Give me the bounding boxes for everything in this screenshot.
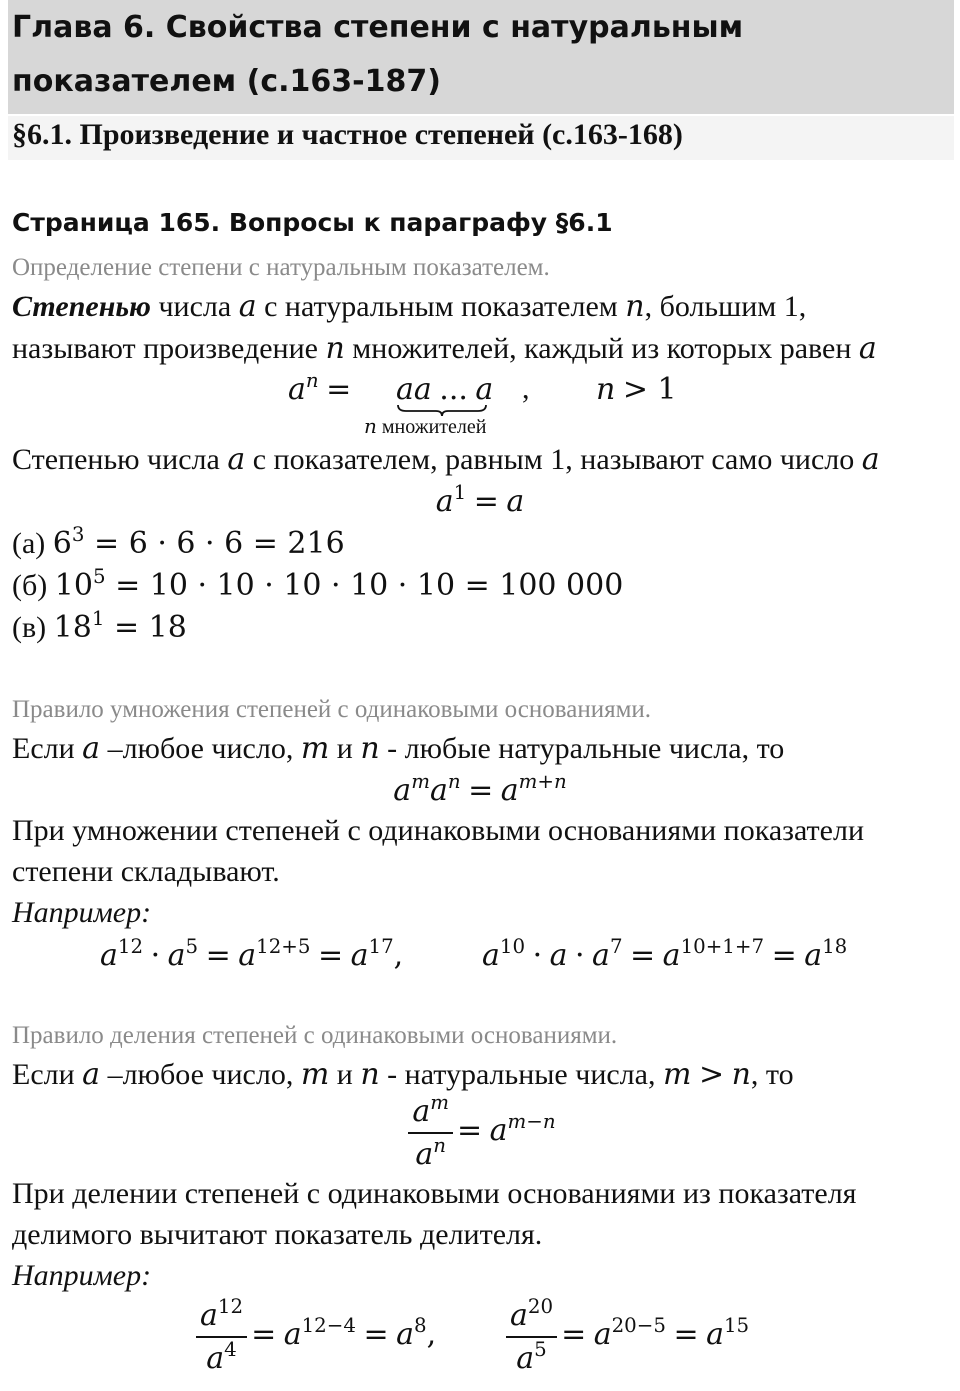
- definition-line2: называют произведение n множителей, каждый из которых равен a: [12, 331, 877, 366]
- power-one-formula: $a^1 = a$: [435, 481, 525, 519]
- multiplication-rule-line1: При умножении степеней с одинаковыми основаниями показатели: [12, 814, 864, 847]
- definition-line1: Степенью числа a с натуральным показателем n, большим 1,: [12, 289, 807, 324]
- multiplication-rule-line2: степени складывают.: [12, 855, 280, 888]
- q2-example-label: Например:: [12, 896, 152, 929]
- q3-example-label: Например:: [12, 1259, 152, 1292]
- definition-term: Степенью: [12, 290, 151, 323]
- example-a: (а) $6^3 = 6 \cdot 6 \cdot 6 = 216$: [12, 523, 345, 561]
- multiplication-example-2: $a^{10} \cdot a \cdot a^7 = a^{10+1+7} = a^{18}$: [482, 935, 848, 973]
- division-rule-line1: При делении степеней с одинаковыми основаниями из показателя: [12, 1177, 857, 1210]
- multiplication-example-1: $a^{12} \cdot a^5 = a^{12+5} = a^{17}$,: [100, 935, 404, 973]
- division-rule-formula: $\frac{a^m}{a^n}$ = $a^{m-n}$: [0, 1094, 960, 1172]
- underbrace-product: aa ... a: [396, 372, 493, 417]
- formula-comma: ,: [522, 372, 530, 405]
- example-c: (в) $18^1 = 18$: [12, 607, 187, 645]
- section-title: §6.1. Произведение и частное степеней (с.163-168): [12, 118, 683, 151]
- q2-heading: Правило умножения степеней с одинаковыми основаниями.: [12, 696, 652, 723]
- division-rule-line2: делимого вычитают показатель делителя.: [12, 1218, 543, 1251]
- chapter-title-line2: показателем (с.163-187): [12, 64, 441, 99]
- power-one-definition: Степенью числа a с показателем, равным 1, называют само число a: [12, 442, 880, 477]
- division-example-2: $\frac{a^{20}}{a^5}$ = $a^{20-5} = a^{15}$: [502, 1298, 749, 1376]
- example-b: (б) $10^5 = 10 \cdot 10 \cdot 10 \cdot 10 \cdot 10 = 100$ 000: [12, 565, 624, 603]
- multiplication-rule-formula: $a^ma^n = a^{m+n}$: [393, 770, 567, 808]
- division-example-1: $\frac{a^{12}}{a^4}$ = $a^{12-4} = a^8$,: [192, 1298, 436, 1376]
- chapter-title-line1: Глава 6. Свойства степени с натуральным: [12, 10, 744, 45]
- q1-heading: Определение степени с натуральным показателем.: [12, 254, 550, 281]
- q2-condition: Если a –любое число, m и n - любые натуральные числа, то: [12, 731, 785, 766]
- power-definition-formula: $a^n$ =: [288, 369, 352, 407]
- q3-heading: Правило деления степеней с одинаковыми основаниями.: [12, 1022, 618, 1049]
- condition-n-greater-1: n > 1: [596, 372, 677, 407]
- q3-condition: Если a –любое число, m и n - натуральные числа, m > n, то: [12, 1057, 794, 1092]
- page-heading: Страница 165. Вопросы к параграфу §6.1: [12, 208, 613, 237]
- underbrace-label: n множителей: [364, 414, 487, 438]
